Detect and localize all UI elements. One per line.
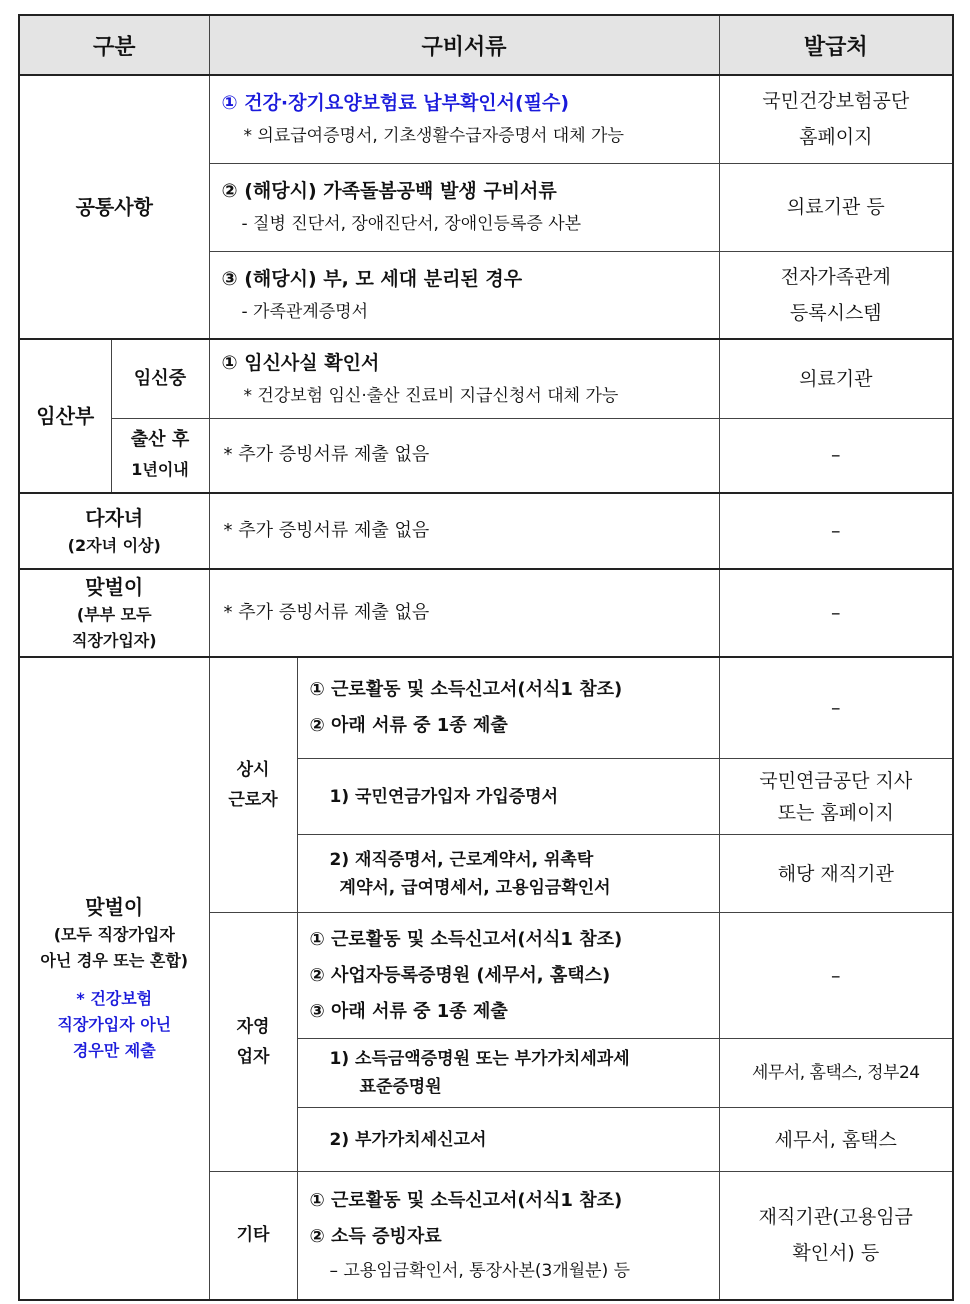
other-note: – 고용임금확인서, 통장사본(3개월분) 등 — [329, 1261, 631, 1282]
regular-items — [297, 657, 719, 759]
self-sub2 — [297, 1108, 719, 1172]
common-issuer-1-line1: 국민건강보험공단 — [762, 90, 910, 113]
pregnant-after-doc-text: * 추가 증빙서류 제출 없음 — [223, 444, 430, 466]
other-issuer-2: 확인서) 등 — [792, 1242, 880, 1265]
self-label-2: 업자 — [236, 1047, 270, 1067]
regular-item-1: ① 근로활동 및 소득신고서(서식1 참조) — [309, 678, 623, 700]
pregnant-row-during — [19, 339, 953, 419]
dual-employee-issuer: – — [719, 569, 953, 657]
other-label: 기타 — [209, 1172, 297, 1300]
pregnant-after-issuer: – — [719, 419, 953, 493]
pregnant-after-doc — [209, 419, 719, 493]
common-issuer-2: 의료기관 등 — [719, 163, 953, 251]
pregnant-row-after — [19, 419, 953, 493]
self-item-2: ② 사업자등록증명원 (세무서, 홈택스) — [309, 964, 611, 986]
regular-sub1-issuer-1: 국민연금공단 지사 — [759, 769, 913, 792]
common-doc-3 — [209, 251, 719, 339]
self-sub1-text-1: 1) 소득금액증명원 또는 부가가치세과세 — [329, 1049, 630, 1069]
self-label-1: 자영 — [236, 1017, 270, 1037]
common-doc-1 — [209, 75, 719, 163]
dual-mixed-note-3: 경우만 제출 — [72, 1041, 156, 1060]
common-doc-2-title: ② (해당시) 가족돌봄공백 발생 구비서류 — [221, 180, 557, 202]
multichild-issuer: – — [719, 493, 953, 569]
dual-mixed-note-2: 직장가입자 아닌 — [57, 1015, 172, 1034]
regular-items-row — [19, 657, 953, 759]
dual-employee-row — [19, 569, 953, 657]
self-label — [209, 913, 297, 1172]
self-sub2-issuer: 세무서, 홈택스 — [719, 1108, 953, 1172]
other-item-2: ② 소득 증빙자료 — [309, 1226, 442, 1248]
regular-items-issuer: – — [719, 657, 953, 759]
header-issuer: 발급처 — [719, 15, 953, 75]
multichild-label — [19, 493, 209, 569]
other-issuer — [719, 1172, 953, 1300]
common-doc-3-note: - 가족관계증명서 — [241, 301, 369, 322]
pregnant-label: 임산부 — [19, 339, 111, 493]
self-item-3: ③ 아래 서류 중 1종 제출 — [309, 1000, 508, 1022]
dual-mixed-label-text: 맞벌이 — [85, 895, 144, 919]
common-doc-2 — [209, 163, 719, 251]
regular-sub2-text-2: 계약서, 급여명세서, 고용임금확인서 — [339, 877, 611, 898]
dual-employee-label — [19, 569, 209, 657]
dual-mixed-label — [19, 657, 209, 1300]
common-doc-1-note: * 의료급여증명서, 기초생활수급자증명서 대체 가능 — [243, 126, 624, 147]
common-issuer-1 — [719, 75, 953, 163]
pregnant-after-label-line2: 1년이내 — [131, 460, 189, 480]
multichild-row — [19, 493, 953, 569]
regular-sub2-text-1: 2) 재직증명서, 근로계약서, 위촉탁 — [329, 849, 594, 870]
self-sub1-issuer: 세무서, 홈택스, 정부24 — [719, 1039, 953, 1108]
dual-employee-sub-1: (부부 모두 — [76, 604, 152, 624]
other-issuer-1: 재직기관(고용임금 — [758, 1206, 913, 1229]
regular-label — [209, 657, 297, 913]
self-items — [297, 913, 719, 1039]
regular-label-1: 상시 — [236, 759, 270, 780]
regular-sub2 — [297, 835, 719, 913]
common-issuer-3 — [719, 251, 953, 339]
common-row-1 — [19, 75, 953, 163]
dual-mixed-sub-2: 아닌 경우 또는 혼합) — [40, 951, 189, 970]
dual-employee-doc-text: * 추가 증빙서류 제출 없음 — [223, 601, 430, 623]
document-table — [18, 14, 954, 1301]
self-items-issuer: – — [719, 913, 953, 1039]
common-doc-2-note: - 질병 진단서, 장애진단서, 장애인등록증 사본 — [241, 214, 582, 234]
regular-sub1 — [297, 759, 719, 835]
common-label: 공통사항 — [19, 75, 209, 339]
header-row — [19, 15, 953, 75]
other-items — [297, 1172, 719, 1300]
regular-sub1-issuer — [719, 759, 953, 835]
dual-employee-doc — [209, 569, 719, 657]
multichild-sub: (2자녀 이상) — [67, 535, 161, 555]
common-issuer-1-line2: 홈페이지 — [799, 126, 873, 149]
dual-employee-sub-2: 직장가입자) — [71, 630, 157, 650]
dual-mixed-note-1: * 건강보험 — [76, 989, 153, 1008]
dual-employee-label-text: 맞벌이 — [85, 574, 144, 599]
multichild-doc-text: * 추가 증빙서류 제출 없음 — [223, 519, 430, 541]
dual-mixed-sub-1: (모두 직장가입자 — [53, 925, 175, 944]
common-issuer-3-line1: 전자가족관계 — [780, 265, 891, 288]
pregnant-during-issuer: 의료기관 — [719, 339, 953, 419]
regular-sub2-issuer: 해당 재직기관 — [719, 835, 953, 913]
self-sub1-text-2: 표준증명원 — [359, 1077, 442, 1097]
self-item-1: ① 근로활동 및 소득신고서(서식1 참조) — [309, 928, 623, 950]
regular-sub1-issuer-2: 또는 홈페이지 — [777, 801, 894, 824]
other-item-1: ① 근로활동 및 소득신고서(서식1 참조) — [309, 1190, 623, 1212]
pregnant-during-title: ① 임신사실 확인서 — [221, 352, 380, 374]
pregnant-after-label-line1: 출산 후 — [130, 429, 190, 451]
common-doc-1-title: ① 건강·장기요양보험료 납부확인서(필수) — [221, 92, 570, 115]
self-sub2-text: 2) 부가가치세신고서 — [329, 1129, 487, 1150]
regular-sub1-text: 1) 국민연금가입자 가입증명서 — [329, 786, 559, 807]
multichild-doc — [209, 493, 719, 569]
regular-item-2: ② 아래 서류 중 1종 제출 — [309, 714, 508, 736]
header-documents: 구비서류 — [209, 15, 719, 75]
pregnant-during-label: 임신중 — [111, 339, 209, 419]
regular-label-2: 근로자 — [228, 789, 278, 810]
pregnant-after-label — [111, 419, 209, 493]
common-issuer-3-line2: 등록시스템 — [789, 301, 882, 324]
common-doc-3-title: ③ (해당시) 부, 모 세대 분리된 경우 — [221, 267, 523, 290]
self-sub1 — [297, 1039, 719, 1108]
pregnant-during-note: * 건강보험 임신·출산 진료비 지급신청서 대체 가능 — [243, 386, 619, 406]
header-category: 구분 — [19, 15, 209, 75]
pregnant-during-doc — [209, 339, 719, 419]
multichild-label-text: 다자녀 — [85, 505, 144, 530]
